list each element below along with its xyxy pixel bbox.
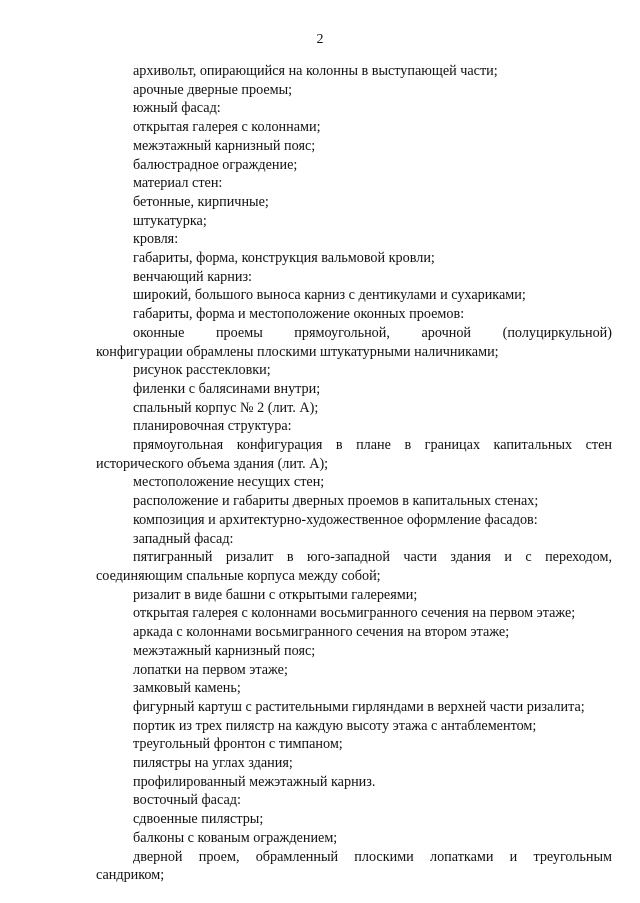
text-line: венчающий карниз: <box>133 268 252 285</box>
text-line: соединяющим спальные корпуса между собой; <box>96 567 381 584</box>
text-line: ризалит в виде башни с открытыми галереями; <box>133 586 418 603</box>
text-line: архивольт, опирающийся на колонны в выступающей части; <box>133 63 498 79</box>
document-body <box>96 62 612 885</box>
text-line: фигурный картуш с растительными гирляндами в верхней части ризалита; <box>133 698 585 715</box>
text-line: планировочная структура: <box>133 418 292 435</box>
text-line: замковый камень; <box>133 680 241 697</box>
text-line: оконные проемы прямоугольной, арочной (полуциркульной) <box>133 324 612 341</box>
text-line: габариты, форма, конструкция вальмовой кровли; <box>133 250 435 267</box>
text-line: западный фасад: <box>133 530 234 547</box>
text-line: конфигурации обрамлены плоскими штукатурными наличниками; <box>96 343 499 360</box>
text-line: габариты, форма и местоположение оконных проемов: <box>133 306 465 323</box>
text-line: открытая галерея с колоннами восьмигранного сечения на первом этаже; <box>133 605 576 622</box>
text-line: балюстрадное ограждение; <box>133 156 298 173</box>
text-line: балконы с кованым ограждением; <box>133 829 338 846</box>
text-line: расположение и габариты дверных проемов в капитальных стенах; <box>133 493 539 510</box>
text-line: открытая галерея с колоннами; <box>133 119 321 136</box>
text-line: филенки с балясинами внутри; <box>133 380 321 397</box>
text-line: арочные дверные проемы; <box>133 81 293 98</box>
text-line: восточный фасад: <box>133 792 241 809</box>
text-line: исторического объема здания (лит. А); <box>96 455 329 472</box>
text-line: штукатурка; <box>133 212 207 229</box>
text-line: профилированный межэтажный карниз. <box>133 773 376 790</box>
text-line: прямоугольная конфигурация в плане в границах капитальных стен <box>133 437 612 454</box>
text-line: дверной проем, обрамленный плоскими лопатками и треугольным <box>133 848 612 865</box>
text-line: спальный корпус № 2 (лит. А); <box>133 399 319 416</box>
text-line: межэтажный карнизный пояс; <box>133 642 316 659</box>
text-line: композиция и архитектурно-художественное оформление фасадов: <box>133 511 538 528</box>
text-line: портик из трех пилястр на каждую высоту этажа с антаблементом; <box>133 717 537 734</box>
text-line: треугольный фронтон с тимпаном; <box>133 736 343 753</box>
text-line: сдвоенные пилястры; <box>133 811 264 828</box>
text-line: местоположение несущих стен; <box>133 474 325 491</box>
text-line: аркада с колоннами восьмигранного сечения на втором этаже; <box>133 624 510 641</box>
text-line: материал стен: <box>133 175 223 192</box>
page-number: 2 <box>316 32 324 47</box>
text-line: южный фасад: <box>133 100 221 117</box>
text-line: кровля: <box>133 231 179 248</box>
text-line: пятигранный ризалит в юго-западной части здания и с переходом, <box>133 549 612 566</box>
text-line: широкий, большого выноса карниз с дентикулами и сухариками; <box>133 287 526 304</box>
text-line: бетонные, кирпичные; <box>133 193 269 210</box>
text-line: сандриком; <box>96 867 165 884</box>
text-line: пилястры на углах здания; <box>133 755 293 772</box>
text-line: лопатки на первом этаже; <box>133 661 288 678</box>
text-line: рисунок расстекловки; <box>133 362 271 379</box>
text-line: межэтажный карнизный пояс; <box>133 137 316 154</box>
